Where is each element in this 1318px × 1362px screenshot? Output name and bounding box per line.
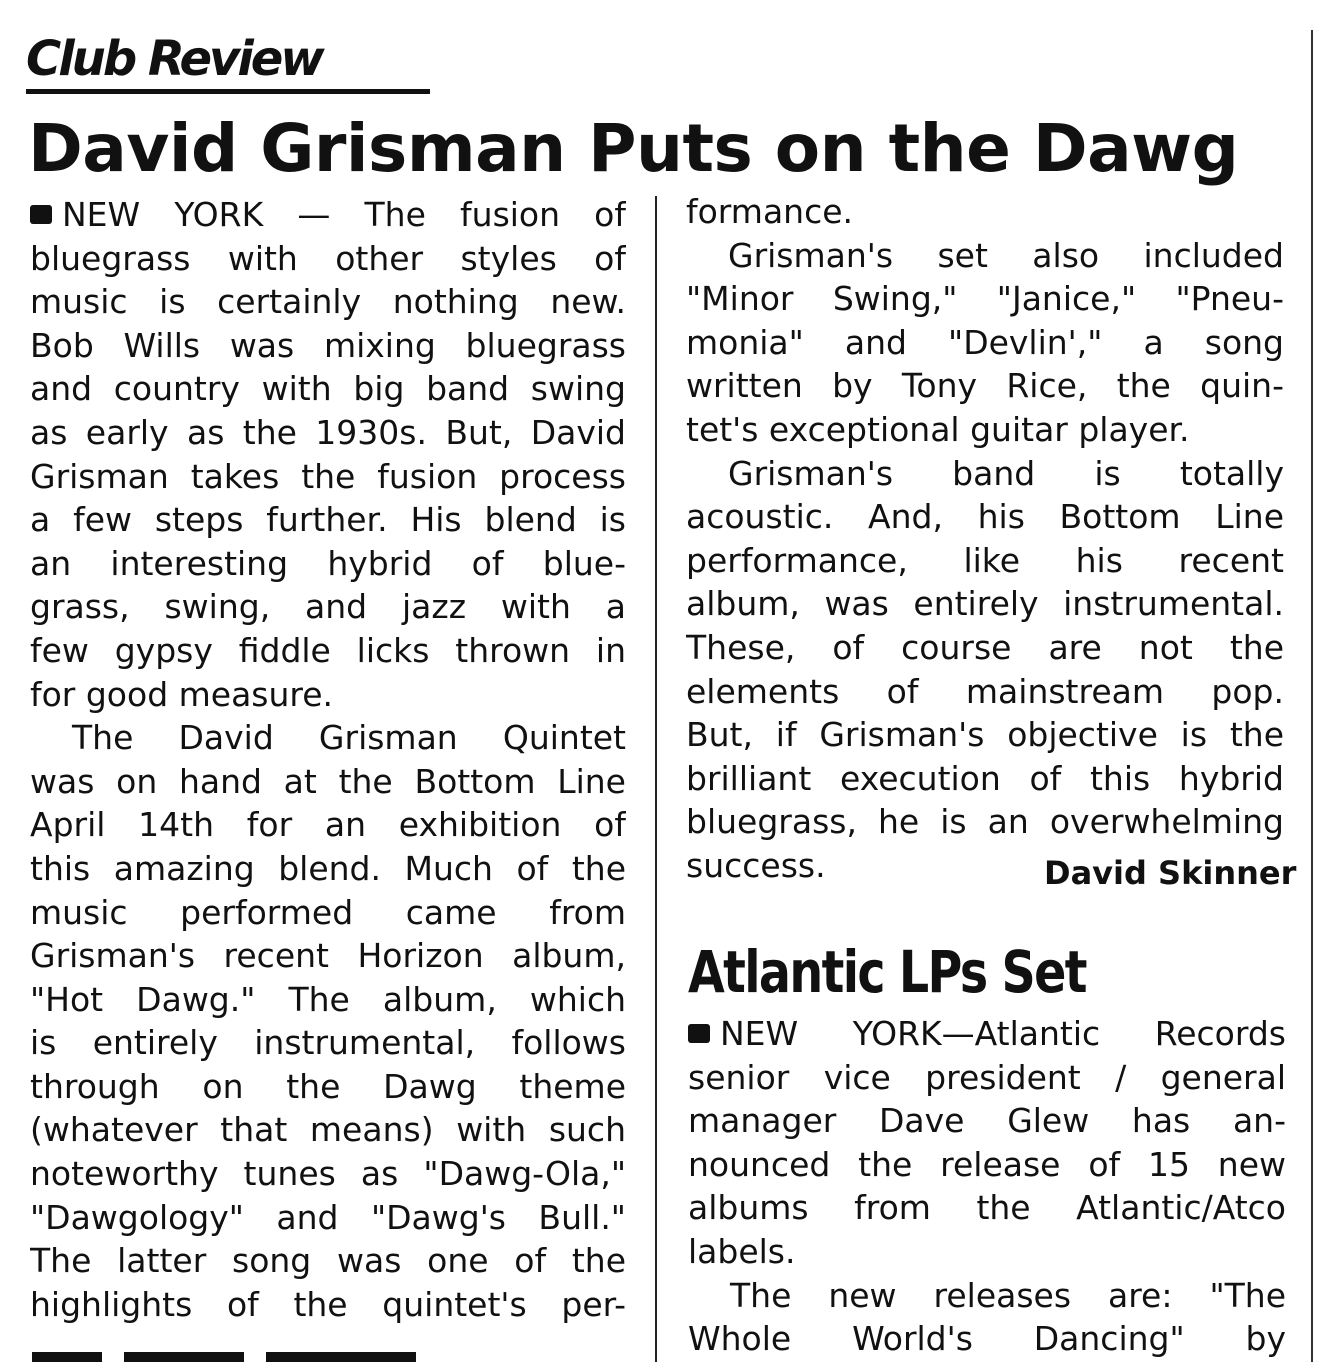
dateline-bullet-icon — [30, 205, 52, 224]
text-line: through on the Dawg theme — [30, 1066, 626, 1106]
text-line: The latter song was one of the — [30, 1241, 626, 1281]
text-line: labels. — [688, 1231, 796, 1271]
article-paragraph — [686, 190, 1284, 234]
text-line: April 14th for an exhibition of — [30, 805, 626, 845]
text-line: was on hand at the Bottom Line — [30, 761, 626, 801]
text-line: NEW YORK — The fusion of — [30, 193, 626, 237]
article-left-column — [30, 193, 626, 1326]
text-line: written by Tony Rice, the quin- — [686, 366, 1284, 406]
text-line: manager Dave Glew has an- — [688, 1101, 1286, 1141]
second-article-body — [688, 1012, 1286, 1361]
text-line: The David Grisman Quintet — [72, 718, 626, 758]
text-line: Grisman's band is totally — [728, 453, 1284, 493]
text-line: for good measure. — [30, 674, 334, 714]
text-line: "Dawgology" and "Dawg's Bull." — [30, 1197, 626, 1237]
text-line: bluegrass, he is an overwhelming — [686, 802, 1284, 842]
text-line: monia" and "Devlin'," a song — [686, 322, 1284, 362]
text-line: acoustic. And, his Bottom Line — [686, 497, 1284, 537]
text-line: brilliant execution of this hybrid — [686, 758, 1284, 798]
text-line: (whatever that means) with such — [30, 1110, 626, 1150]
text-line: music is certainly nothing new. — [30, 282, 626, 322]
text-line: formance. — [686, 192, 854, 231]
text-line: The new releases are: "The — [730, 1275, 1286, 1315]
second-article-headline: Atlantic LPs Set — [688, 938, 1086, 1006]
text-line: Grisman's set also included — [728, 235, 1284, 275]
text-line: Whole World's Dancing" by — [688, 1319, 1286, 1359]
article-paragraph — [686, 234, 1284, 452]
article-paragraph — [30, 716, 626, 1326]
text-line: senior vice president / general — [688, 1057, 1286, 1097]
byline: David Skinner — [1044, 854, 1297, 892]
text-line: bluegrass with other styles of — [30, 238, 626, 278]
text-line: and country with big band swing — [30, 369, 626, 409]
text-line: tet's exceptional guitar player. — [686, 409, 1190, 449]
text-line: album, was entirely instrumental. — [686, 584, 1284, 624]
page-edge-rule — [1311, 30, 1313, 1362]
text-line: Bob Wills was mixing bluegrass — [30, 325, 626, 365]
text-line: is entirely instrumental, follows — [30, 1023, 626, 1063]
article-headline: David Grisman Puts on the Dawg — [28, 110, 1239, 187]
text-line: elements of mainstream pop. — [686, 671, 1284, 711]
kicker-underline — [26, 89, 430, 94]
text-line: But, if Grisman's objective is the — [686, 715, 1284, 755]
text-line: These, of course are not the — [686, 627, 1284, 667]
text-line: music performed came from — [30, 892, 626, 932]
text-line: Grisman takes the fusion process — [30, 456, 626, 496]
text-line: this amazing blend. Much of the — [30, 848, 626, 888]
article-paragraph — [686, 452, 1284, 888]
text-line: performance, like his recent — [686, 540, 1284, 580]
text-line: success. — [686, 845, 826, 885]
text-line: "Hot Dawg." The album, which — [30, 979, 626, 1019]
dateline-bullet-icon — [688, 1024, 710, 1043]
text-line: nounced the release of 15 new — [688, 1144, 1286, 1184]
text-line: as early as the 1930s. But, David — [30, 412, 626, 452]
article-paragraph — [30, 193, 626, 716]
text-line: albums from the Atlantic/Atco — [688, 1188, 1286, 1228]
text-line: NEW YORK—Atlantic Records — [688, 1012, 1286, 1056]
text-line: few gypsy fiddle licks thrown in — [30, 630, 626, 670]
article-paragraph — [688, 1274, 1286, 1361]
section-kicker: Club Review — [26, 31, 322, 87]
text-line: highlights of the quintet's per- — [30, 1284, 626, 1324]
cropped-next-headline — [32, 1352, 472, 1362]
text-line: an interesting hybrid of blue- — [30, 543, 626, 583]
text-line: noteworthy tunes as "Dawg-Ola," — [30, 1154, 626, 1194]
text-line: grass, swing, and jazz with a — [30, 587, 626, 627]
article-paragraph — [688, 1012, 1286, 1274]
column-divider — [655, 196, 657, 1362]
text-line: a few steps further. His blend is — [30, 500, 626, 540]
text-line: "Minor Swing," "Janice," "Pneu- — [686, 279, 1284, 319]
text-line: Grisman's recent Horizon album, — [30, 936, 626, 976]
article-right-column — [686, 190, 1284, 888]
